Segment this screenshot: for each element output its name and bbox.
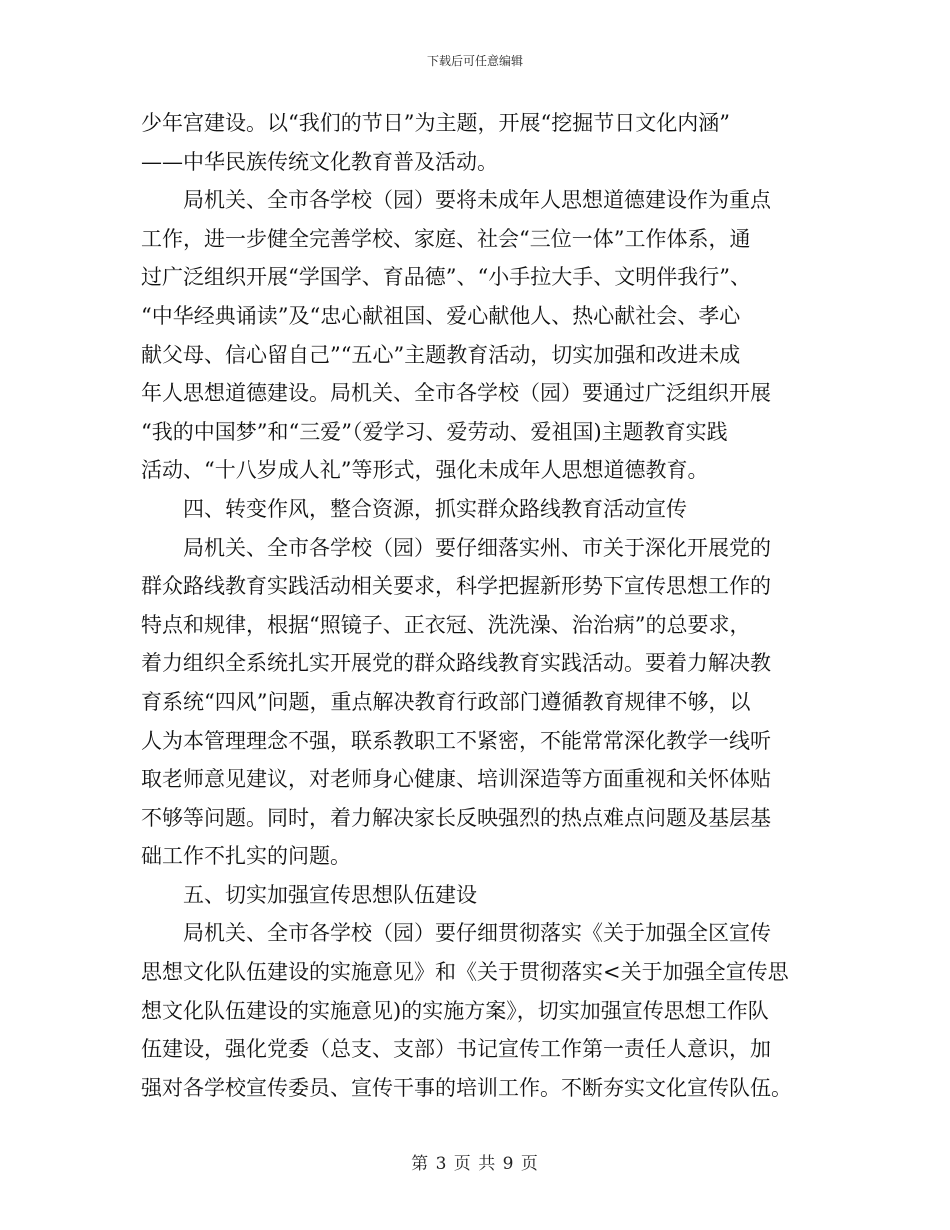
- section-heading-4: 四、转变作风，整合资源，抓实群众路线教育活动宣传: [141, 496, 687, 521]
- text-line: “中华经典诵读”及“忠心献祖国、爱心献他人、热心献社会、孝心: [141, 303, 741, 328]
- page-header-note: 下载后可任意编辑: [426, 54, 523, 68]
- text-line: 础工作不扎实的问题。: [141, 844, 351, 869]
- document-body: [141, 104, 809, 1107]
- text-line: “我的中国梦”和“三爱”（爱学习、爱劳动、爱祖国)主题教育实践: [141, 419, 728, 444]
- page-number-footer: 第 3 页 共 9 页: [411, 1154, 539, 1174]
- text-line: 少年宫建设。以“我们的节日”为主题，开展“挖掘节日文化内涵”: [141, 111, 730, 135]
- text-line: 活动、“十八岁成人礼”等形式，强化未成年人思想道德教育。: [141, 458, 709, 483]
- text-line: 局机关、全市各学校（园）要仔细贯彻落实《关于加强全区宣传: [141, 921, 771, 946]
- text-line: 取老师意见建议，对老师身心健康、培训深造等方面重视和关怀体贴: [141, 767, 771, 792]
- text-line: 年人思想道德建设。局机关、全市各学校（园）要通过广泛组织开展: [141, 381, 771, 406]
- text-line: ——中华民族传统文化教育普及活动。: [141, 149, 498, 174]
- text-line: 局机关、全市各学校（园）要将未成年人思想道德建设作为重点: [141, 188, 771, 213]
- text-line: 工作，进一步健全完善学校、家庭、社会“三位一体”工作体系，通: [141, 226, 751, 251]
- text-line: 强对各学校宣传委员、宣传干事的培训工作。不断夯实文化宣传队伍。: [141, 1075, 792, 1100]
- section-heading-5: 五、切实加强宣传思想队伍建设: [141, 882, 477, 907]
- text-line: 想文化队伍建设的实施意见)的实施方案》，切实加强宣传思想工作队: [141, 998, 769, 1023]
- text-line: 特点和规律，根据“照镜子、正衣冠、洗洗澡、治治病”的总要求，: [141, 612, 751, 637]
- text-line: 过广泛组织开展“学国学、育品德”、“小手拉大手、文明伴我行”、: [141, 265, 751, 290]
- text-line: 育系统“四风”问题，重点解决教育行政部门遵循教育规律不够，以: [141, 689, 751, 714]
- text-line: 人为本管理理念不强，联系教职工不紧密，不能常常深化教学一线听: [141, 728, 771, 753]
- text-line: 群众路线教育实践活动相关要求，科学把握新形势下宣传思想工作的: [141, 574, 771, 599]
- text-line: 不够等问题。同时，着力解决家长反映强烈的热点难点问题及基层基: [141, 805, 771, 830]
- text-line: 伍建设，强化党委（总支、支部）书记宣传工作第一责任人意识，加: [141, 1037, 771, 1062]
- text-line: 思想文化队伍建设的实施意见》和《关于贯彻落实<关于加强全宣传思: [141, 960, 789, 985]
- text-line: 着力组织全系统扎实开展党的群众路线教育实践活动。要着力解决教: [141, 651, 771, 676]
- text-line: 局机关、全市各学校（园）要仔细落实州、市关于深化开展党的: [141, 535, 771, 560]
- text-line: 献父母、信心留自己”“五心”主题教育活动，切实加强和改进未成: [141, 342, 741, 367]
